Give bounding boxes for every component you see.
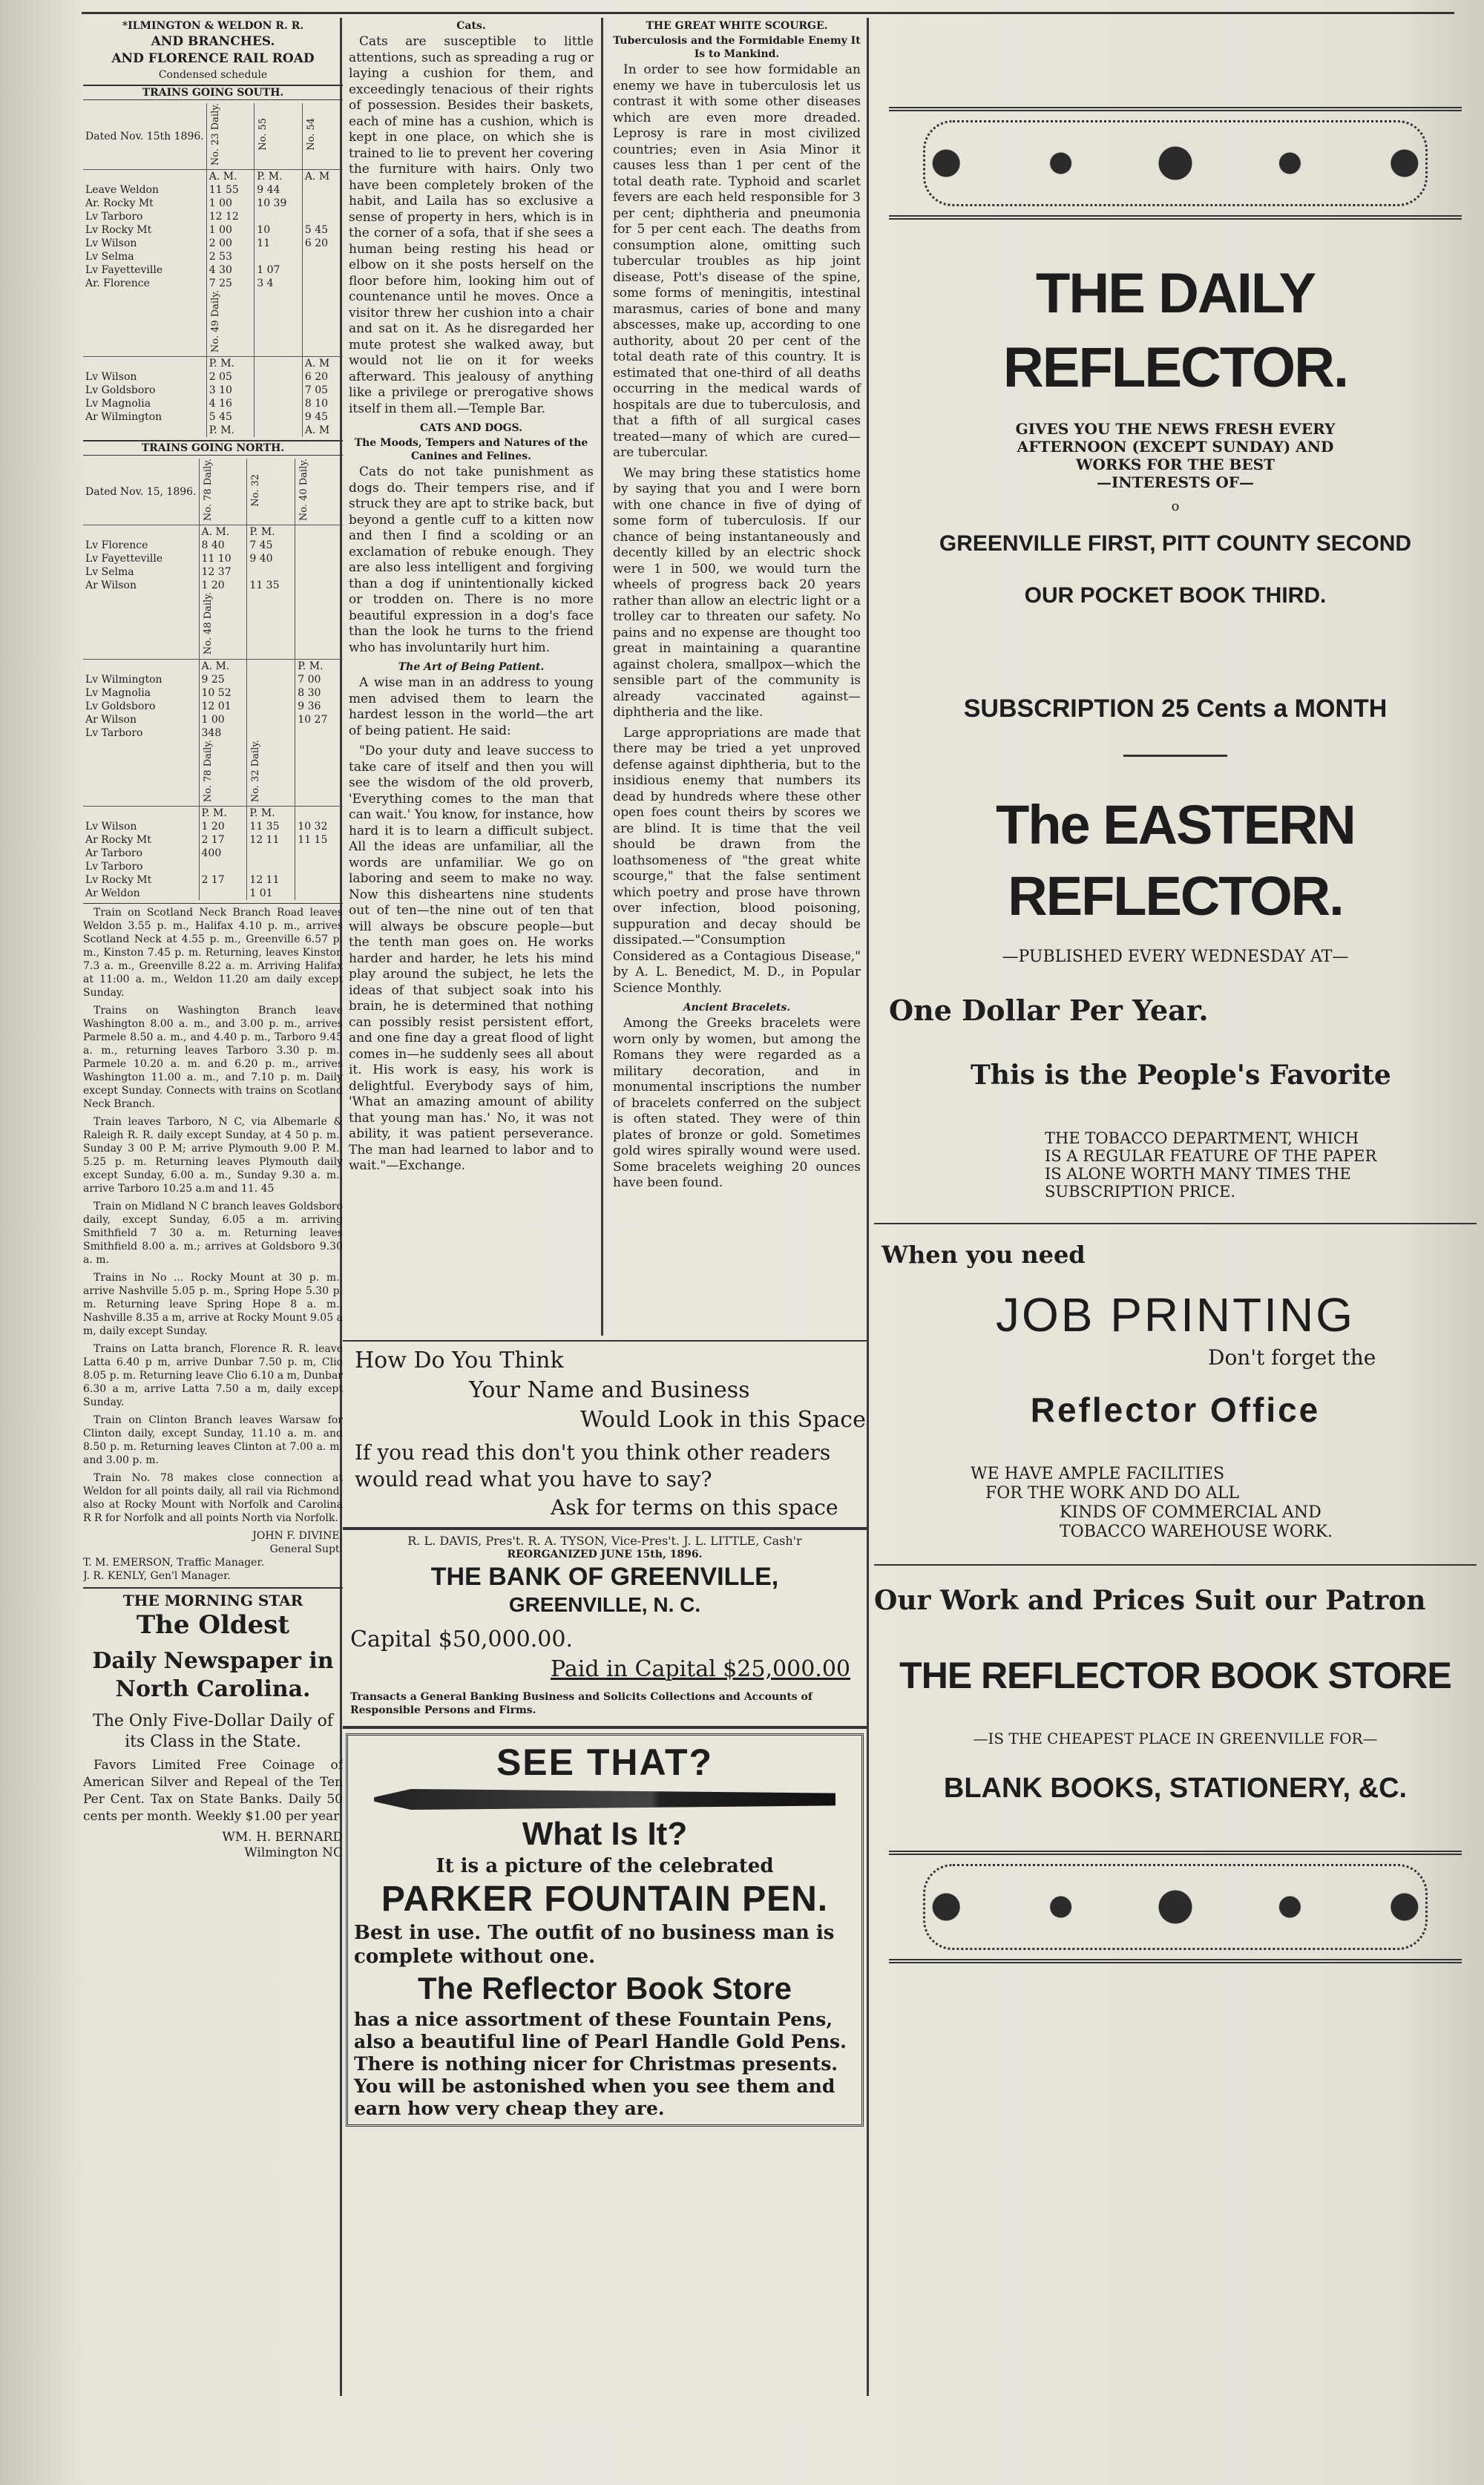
table-row: [83, 565, 343, 579]
table-row: [83, 250, 343, 263]
table-row: [83, 525, 343, 539]
table-cell: Lv Wilson: [85, 371, 137, 384]
bank-paid-capital: Paid in Capital $25,000.00: [551, 1656, 850, 1682]
table-cell: [83, 806, 199, 820]
table-cell: [247, 565, 295, 579]
ad-line: How Do You Think: [355, 1347, 564, 1373]
ad-block: [343, 1336, 867, 2426]
table-row: [83, 424, 343, 437]
table-cell: 12 11: [247, 833, 295, 847]
table-row: [83, 860, 343, 873]
star-line: The Only Five-Dollar Daily of: [93, 1711, 333, 1730]
ad-line: Ask for terms on this space: [551, 1495, 838, 1520]
ad-line: Would Look in this Space: [580, 1407, 866, 1433]
published-line: —PUBLISHED EVERY WEDNESDAY AT—: [1002, 948, 1349, 966]
col-header: No. 48 Daily.: [202, 592, 214, 655]
table-cell: [295, 539, 343, 552]
subscription: SUBSCRIPTION 25 Cents a MONTH: [963, 695, 1388, 723]
railroad-note: Train on Midland N C branch leaves Goldsboro daily, except Sunday, 6.05 a m. arriving Smithfield 7 30 a. m. Returning leaves Smithfield 8.00 a. m.; arrives at Goldsboro 9.30 a. m.: [83, 1200, 343, 1266]
table-cell: [247, 726, 295, 740]
table-cell: 1 01: [247, 887, 295, 900]
table-cell: 7 00: [295, 673, 343, 686]
star-body: Favors Limited Free Coinage of American Silver and Repeal of the Ten Per Cent. Tax on State Banks. Daily 50 cents per month. Weekly $1.00 per year: [83, 1757, 343, 1824]
north-heading: TRAINS GOING NORTH.: [83, 440, 343, 456]
table-cell: Lv Selma: [85, 251, 134, 263]
table-cell: [83, 170, 206, 184]
tobacco-line: IS ALONE WORTH MANY TIMES THE: [1045, 1165, 1351, 1183]
table-cell: [302, 277, 343, 290]
ad-line: If you read this don't you think other readers would read what you have to say?: [355, 1440, 831, 1491]
dated-cell: Dated Nov. 15th 1896.: [83, 103, 206, 170]
table-row: [83, 659, 343, 673]
table-cell: 1 20: [199, 579, 247, 592]
table-cell: 9 25: [199, 673, 247, 686]
table-cell: [295, 525, 343, 539]
schedule-label: Condensed schedule: [158, 69, 268, 81]
table-cell: 7 05: [302, 384, 343, 397]
table-row: [83, 539, 343, 552]
table-cell: [255, 370, 303, 384]
table-cell: A. M.: [199, 525, 247, 539]
table-cell: [83, 525, 199, 539]
col-header: No. 32 Daily.: [250, 739, 262, 802]
table-cell: Lv Fayetteville: [85, 264, 163, 277]
daily-reflector-title: THE DAILY REFLECTOR.: [1002, 262, 1348, 399]
when-line: When you need: [881, 1241, 1086, 1269]
favorite-line: This is the People's Favorite: [971, 1060, 1391, 1091]
table-cell: [295, 552, 343, 565]
table-cell: 8 40: [199, 539, 247, 552]
railroad-note: Trains on Latta branch, Florence R. R. leave Latta 6.40 p m, arrive Dunbar 7.50 p. m, Clio 8.05 p. m. Returning leave Clio 6.10 a m, Dunbar 6.30 a m, arrive Latta 7.50 a m, daily except Sunday.: [83, 1342, 343, 1408]
dogs-body: Cats do not take punishment as dogs do. Their tempers rise, and if struck they are apt to strike back, but beyond a gentle cuff to a kitten now and then I find a scolding or an exclamation of rebuke enough. They are also less intelligent and forgiving than a dog if unintentionally kicked or trodden on. There is no more beautiful expression in a dog's face than the look he turns to the friend who has involuntarily hurt him.: [349, 464, 594, 655]
gives-line: AFTERNOON (EXCEPT SUNDAY) AND: [1017, 438, 1334, 456]
railroad-note: Train leaves Tarboro, N C, via Albemarle & Raleigh R. R. daily except Sunday, at 4 50 p. m., Sunday 3 00 P. M; arrive Plymouth 9.00 P. M., 5.25 p. m. Returning leaves Plymouth daily except Sunday, 6.00 a. m., Sunday 9.30 a. m., arrive Tarboro 10.25 a.m and 11. 45: [83, 1115, 343, 1195]
signature: J. R. KENLY, Gen'l Manager.: [83, 1569, 231, 1582]
bracelets-body: Among the Greeks bracelets were worn only by women, but among the Romans they were regarded as a military decoration, and in monumental inscriptions the number of bracelets conferred on the subject is often stated. They were of thin plates of bronze or gold. Sometimes gold wires spirally wound were used. Some bracelets weighing 20 ounces have been found.: [613, 1016, 861, 1190]
table-cell: 9 45: [302, 410, 343, 424]
reflector-office: Reflector Office: [1030, 1391, 1321, 1429]
table-row: [83, 847, 343, 860]
star-headline: North Carolina.: [115, 1675, 311, 1702]
table-row: [83, 237, 343, 250]
table-cell: 5 45: [206, 410, 255, 424]
table-cell: [247, 713, 295, 726]
table-cell: 8 30: [295, 686, 343, 700]
table-row: [83, 820, 343, 833]
table-cell: [247, 700, 295, 713]
table-row: [83, 686, 343, 700]
col-header: No. 78 Daily.: [202, 739, 214, 802]
table-cell: [255, 357, 303, 371]
slogan: OUR POCKET BOOK THIRD.: [1024, 583, 1327, 608]
table-cell: 10: [255, 223, 303, 237]
table-cell: 4 30: [206, 263, 255, 277]
table-cell: Lv Wilmington: [85, 673, 162, 686]
table-cell: 7 45: [247, 539, 295, 552]
table-row: [83, 277, 343, 290]
col-header: No. 54: [305, 118, 317, 151]
ad-line: Your Name and Business: [469, 1377, 750, 1403]
table-cell: Ar. Florence: [85, 278, 150, 290]
table-cell: [199, 887, 247, 900]
top-rule: [82, 12, 1454, 14]
table-cell: 7 25: [206, 277, 255, 290]
bank-name: THE BANK OF GREENVILLE,: [430, 1563, 779, 1591]
table-row: [83, 357, 343, 371]
table-cell: 2 05: [206, 370, 255, 384]
scourge-body: In order to see how formidable an enemy we have in tuberculosis let us contrast it with some other diseases which are even more dreaded. Leprosy is rare in most civilized countries; even in Asia Minor it causes less than 1 per cent of the total death rate. Typhoid and scarlet fevers are each held responsible for 3 per cent; diphtheria and pneumonia for 5 per cent each. The deaths from consumption alone, omitting such tubercular troubles as hip joint disease, Pott's disease of the spine, some forms of meningitis, intestinal marasmus, caries of bone and many abscesses, make up, according to one authority, about 20 per cent of the total death rate of this country. It is estimated that one-third of all deaths occurring in the medical wards of hospitals are due to tuberculosis, and that a fifth of all surgical cases treated—many of which are cured—are tubercular.: [613, 62, 861, 460]
col-header: No. 23 Daily.: [209, 103, 221, 166]
book-store: THE REFLECTOR BOOK STORE: [899, 1655, 1451, 1696]
signature-title: General Supt.: [269, 1543, 343, 1555]
table-row: [83, 183, 343, 197]
patience-body: A wise man in an address to young men advised them to learn the hardest lesson in the world—the art of being patient. He said:: [349, 675, 594, 738]
facilities-line: WE HAVE AMPLE FACILITIES: [971, 1465, 1225, 1483]
table-row: [83, 833, 343, 847]
star-headline: The Oldest: [136, 1609, 290, 1640]
table-cell: Ar Wilmington: [85, 411, 162, 424]
star-signature: WM. H. BERNARD: [222, 1829, 343, 1845]
table-cell: P. M.: [295, 659, 343, 673]
signature: T. M. EMERSON, Traffic Manager.: [83, 1556, 265, 1569]
dont-forget: Don't forget the: [1208, 1345, 1376, 1370]
facilities-line: FOR THE WORK AND DO ALL: [985, 1484, 1239, 1503]
bank-reorganized: REORGANIZED JUNE 15th, 1896.: [507, 1549, 703, 1560]
table-cell: [302, 210, 343, 223]
table-row: [83, 384, 343, 397]
scourge-body: Large appropriations are made that there may be tried a yet unproved defense against diphtheria, but to the insidious enemy that numbers its dead by hundreds where these other open foes count theirs by scores we are blind. It is time that the veil should be drawn from the loathsomeness of "the great white scourge," that the false sentiment which poetry and prose have thrown over infection, blood poisoning, suppuration and decay should be dissipated.—"Consumption Considered as a Contagious Disease," by A. L. Benedict, M. D., in Popular Science Monthly.: [613, 725, 861, 996]
gives-line: GIVES YOU THE NEWS FRESH EVERY: [1015, 420, 1336, 438]
table-cell: Leave Weldon: [85, 184, 159, 197]
railroad-note: Trains in No ... Rocky Mount at 30 p. m., arrive Nashville 5.05 p. m., Spring Hope 5.30 p. m. Returning leave Spring Hope 8 a. m., Nashville 8.35 a m, arrive at Rocky Mount 9.05 a m, daily except Sunday.: [83, 1271, 343, 1337]
table-cell: 11 35: [247, 579, 295, 592]
table-cell: 9 44: [255, 183, 303, 197]
table-cell: [302, 263, 343, 277]
table-cell: 9 36: [295, 700, 343, 713]
table-cell: 348: [199, 726, 247, 740]
bank-capital: Capital $50,000.00.: [350, 1626, 574, 1652]
table-cell: 12 12: [206, 210, 255, 223]
table-cell: 10 27: [295, 713, 343, 726]
table-cell: 11 35: [247, 820, 295, 833]
pen-see: SEE THAT?: [496, 1742, 714, 1783]
bank-officers: R. L. DAVIS, Pres't. R. A. TYSON, Vice-Pres't. J. L. LITTLE, Cash'r: [407, 1534, 802, 1548]
cheapest-line: —IS THE CHEAPEST PLACE IN GREENVILLE FOR—: [973, 1730, 1378, 1747]
table-cell: 5 45: [302, 223, 343, 237]
table-cell: Lv Goldsboro: [85, 384, 156, 397]
table-cell: 3 10: [206, 384, 255, 397]
table-cell: P. M.: [199, 806, 247, 820]
table-cell: [295, 873, 343, 887]
table-cell: [247, 673, 295, 686]
table-cell: Lv Magnolia: [85, 686, 151, 699]
table-cell: 12 11: [247, 873, 295, 887]
table-cell: Lv Wilson: [85, 820, 137, 833]
star-line: its Class in the State.: [125, 1732, 301, 1751]
table-cell: P. M.: [247, 525, 295, 539]
eastern-reflector-title: The EASTERN REFLECTOR.: [996, 794, 1355, 927]
table-cell: 4 16: [206, 397, 255, 410]
table-cell: [247, 860, 295, 873]
table-cell: A. M: [302, 170, 343, 184]
bank-city: GREENVILLE, N. C.: [508, 1593, 701, 1616]
table-row: [83, 170, 343, 184]
col-header: No. 49 Daily.: [209, 290, 221, 353]
table-cell: 2 17: [199, 873, 247, 887]
patience-body: "Do your duty and leave success to take care of itself and then you will see the wisdom of the old proverb, 'Everything comes to the man that can wait.' You know, for instance, how hard it is to learn a difficult subject. All the ideas are unfamiliar, all the words are unfamiliar. We go on laboring and seem to make no way. Now this disheartens nine students out of ten—the nine out of ten that will always be obscure people—but the tenth man goes on. He works harder and harder, he lets his mind play around the subject, he lets the ideas of that subject soak into his brain, he is determined that nothing can possibly resist persistent effort, and one fine day a great flood of light comes in—he suddenly sees all about it. His work is easy, his work is delightful. Everybody says of him, 'What an amazing amount of ability that young man has.' No, it was not ability, it was patient perseverance. The man had learned to labor and to wait."—Exchange.: [349, 743, 594, 1173]
column-reflector: [874, 18, 1477, 2426]
table-cell: 10 39: [255, 197, 303, 210]
table-cell: [255, 397, 303, 410]
table-cell: Lv Tarboro: [85, 211, 143, 223]
table-cell: [255, 250, 303, 263]
patience-heading: The Art of Being Patient.: [398, 661, 545, 673]
table-row: [83, 197, 343, 210]
table-cell: Lv Tarboro: [85, 860, 143, 873]
table-cell: Lv Rocky Mt: [85, 224, 152, 237]
table-cell: 3 4: [255, 277, 303, 290]
table-row: [83, 713, 343, 726]
railroad-title: *ILMINGTON & WELDON R. R.: [122, 20, 304, 32]
table-cell: [247, 686, 295, 700]
railroad-sub: AND FLORENCE RAIL ROAD: [111, 51, 315, 66]
pen-name: PARKER FOUNTAIN PEN.: [381, 1880, 829, 1919]
table-cell: [302, 250, 343, 263]
pen-ad: [346, 1733, 864, 2127]
table-cell: 11 55: [206, 183, 255, 197]
column-rule: [867, 18, 869, 2396]
table-cell: 6 20: [302, 237, 343, 250]
table-cell: Ar. Rocky Mt: [85, 197, 154, 210]
tobacco-line: IS A REGULAR FEATURE OF THE PAPER: [1045, 1147, 1377, 1165]
table-row: [83, 726, 343, 740]
table-cell: 10 52: [199, 686, 247, 700]
pen-store: The Reflector Book Store: [417, 1971, 792, 2006]
column-railroad: [83, 18, 343, 2426]
table-cell: P. M.: [255, 170, 303, 184]
star-headline: Daily Newspaper in: [92, 1647, 334, 1674]
col-header: No. 55: [257, 118, 269, 151]
table-cell: Lv Rocky Mt: [85, 873, 152, 886]
table-cell: [295, 565, 343, 579]
dogs-subheading: The Moods, Tempers and Natures of the Canines and Felines.: [354, 437, 588, 462]
table-cell: 10 32: [295, 820, 343, 833]
railroad-note: Train No. 78 makes close connection at Weldon for all points daily, all rail via Richmond, also at Rocky Mount with Norfolk and Carolina R R for Norfolk and all points North via Norfolk.: [83, 1471, 343, 1524]
railroad-sub: AND BRANCHES.: [151, 34, 275, 49]
gives-line: —INTERESTS OF—: [1097, 473, 1254, 491]
table-cell: [83, 659, 199, 673]
pen-what: What Is It?: [522, 1816, 688, 1852]
fountain-pen-icon: [374, 1789, 835, 1810]
table-cell: Lv Magnolia: [85, 398, 151, 410]
tobacco-line: THE TOBACCO DEPARTMENT, WHICH: [1045, 1129, 1359, 1147]
railroad-note: Train on Clinton Branch leaves Warsaw for Clinton daily, except Sunday, 11.10 a. m. and 8.50 p. m. Returning leaves Clinton at 7.00 a. m. and 3.00 p. m.: [83, 1414, 343, 1466]
table-cell: Ar Wilson: [85, 713, 137, 726]
table-cell: [295, 860, 343, 873]
table-cell: [83, 357, 206, 371]
table-cell: 1 00: [199, 713, 247, 726]
table-cell: 11 15: [295, 833, 343, 847]
table-cell: [247, 659, 295, 673]
bank-note: Transacts a General Banking Business and Solicits Collections and Accounts of Responsible Persons and Firms.: [350, 1691, 812, 1716]
railroad-note: Trains on Washington Branch leave Washington 8.00 a. m., and 3.00 p. m., arrives Parmele 8.50 a. m., and 4.40 p. m., Tarboro 9.45 a. m., returning leaves Tarboro 3.30 p. m., Parmele 10.20 a. m. and 6.20 p. m., arrives Washington 11.00 a. m., and 7.10 p. m. Daily except Sunday. Connects with trains on Scotland Neck Branch.: [83, 1004, 343, 1110]
pen-body: has a nice assortment of these Fountain Pens, also a beautiful line of Pearl Handle Gold Pens. There is nothing nicer for Christmas presents. You will be astonished when you see them and earn how very cheap they are.: [354, 2009, 847, 2119]
pen-picture: It is a picture of the celebrated: [436, 1855, 774, 1877]
star-city: Wilmington NC: [244, 1845, 343, 1860]
table-cell: [255, 384, 303, 397]
column-scourge: [607, 18, 867, 1327]
south-heading: TRAINS GOING SOUTH.: [83, 85, 343, 100]
table-cell: Lv Goldsboro: [85, 700, 156, 712]
table-cell: Ar Wilson: [85, 580, 137, 592]
scourge-heading: THE GREAT WHITE SCOURGE.: [646, 20, 828, 32]
table-row: [83, 370, 343, 384]
pen-best: Best in use. The outfit of no business man is complete without one.: [354, 1922, 835, 1968]
bracelets-heading: Ancient Bracelets.: [683, 1002, 791, 1014]
table-cell: [255, 424, 303, 437]
table-row: [83, 700, 343, 713]
table-cell: [295, 847, 343, 860]
table-row: [83, 410, 343, 424]
table-cell: 1 07: [255, 263, 303, 277]
table-cell: 2 17: [199, 833, 247, 847]
table-row: [83, 673, 343, 686]
table-cell: [302, 197, 343, 210]
tobacco-line: SUBSCRIPTION PRICE.: [1045, 1183, 1236, 1201]
dogs-heading: CATS AND DOGS.: [419, 422, 523, 434]
table-cell: [199, 860, 247, 873]
cats-heading: Cats.: [456, 20, 486, 32]
table-row: [83, 397, 343, 410]
facilities-line: TOBACCO WAREHOUSE WORK.: [1060, 1523, 1333, 1541]
divider: [1123, 755, 1227, 757]
table-cell: 2 53: [206, 250, 255, 263]
railroad-notes: [83, 903, 343, 1525]
table-row: [83, 887, 343, 900]
suit-line: Our Work and Prices Suit our Patron: [874, 1585, 1426, 1616]
table-cell: A. M.: [199, 659, 247, 673]
table-cell: 12 01: [199, 700, 247, 713]
table-cell: 1 00: [206, 223, 255, 237]
scourge-subheading: Tuberculosis and the Formidable Enemy It Is to Mankind.: [613, 35, 861, 60]
table-cell: A. M: [302, 424, 343, 437]
table-cell: A. M.: [206, 170, 255, 184]
north-table: [83, 459, 343, 899]
table-cell: 11 10: [199, 552, 247, 565]
table-cell: Lv Selma: [85, 566, 134, 579]
table-cell: 8 10: [302, 397, 343, 410]
south-table: [83, 103, 343, 437]
ornament-top: [889, 107, 1462, 220]
table-cell: [255, 210, 303, 223]
star-title: THE MORNING STAR: [122, 1591, 303, 1609]
table-cell: 11: [255, 237, 303, 250]
table-row: [83, 579, 343, 592]
col-header: No. 78 Daily.: [202, 459, 214, 522]
table-cell: [295, 806, 343, 820]
table-cell: 12 37: [199, 565, 247, 579]
col-header: No. 40 Daily.: [298, 459, 310, 522]
table-cell: 400: [199, 847, 247, 860]
dated-cell: Dated Nov. 15, 1896.: [83, 459, 199, 525]
col-header: No. 32: [250, 473, 262, 507]
table-cell: 1 20: [199, 820, 247, 833]
cats-body: Cats are susceptible to little attentions, such as spreading a rug or laying a cushion for them, and exceedingly tenacious of their rights of possession. Besides their baskets, each of mine has a cushion, which is kept in one place, on which she is trained to lie to prevent her covering the furniture with hairs. Only two have been completely broken of the habit, and Laila has so exclusive a sense of property in hers, which is in the corner of a sofa, that if she sees a human being resting his head or elbow on it she posts herself on the floor before him, looking him out of countenance until he moves. Once a visitor threw her cushion into a chair and sat on it. As he disregarded her mute protest she walked away, but would not lie on it for weeks afterward. This jealousy of anything like a privilege or prerogative shows itself in them all.—Temple Bar.: [349, 34, 594, 416]
table-row: [83, 806, 343, 820]
dollar-line: One Dollar Per Year.: [889, 994, 1209, 1027]
blank-books: BLANK BOOKS, STATIONERY, &C.: [943, 1773, 1408, 1804]
table-cell: Lv Fayetteville: [85, 553, 163, 565]
table-cell: Lv Tarboro: [85, 726, 143, 739]
table-cell: P. M.: [206, 357, 255, 371]
table-row: [83, 263, 343, 277]
table-cell: P. M.: [247, 806, 295, 820]
table-cell: A. M: [302, 357, 343, 371]
table-cell: 6 20: [302, 370, 343, 384]
signature: JOHN F. DIVINE,: [252, 1529, 343, 1542]
table-cell: 1 00: [206, 197, 255, 210]
table-cell: 2 00: [206, 237, 255, 250]
table-cell: Lv Florence: [85, 539, 148, 552]
table-row: [83, 873, 343, 887]
table-cell: Ar Tarboro: [85, 847, 143, 859]
divider-mark: o: [1171, 499, 1180, 514]
table-row: [83, 210, 343, 223]
ornament-bottom: [889, 1851, 1462, 1963]
facilities-line: KINDS OF COMMERCIAL AND: [1060, 1503, 1322, 1522]
table-row: [83, 552, 343, 565]
table-cell: [83, 424, 206, 437]
slogan: GREENVILLE FIRST, PITT COUNTY SECOND: [939, 531, 1412, 556]
job-printing: JOB PRINTING: [995, 1288, 1356, 1342]
table-cell: [302, 183, 343, 197]
table-cell: Ar Weldon: [85, 887, 140, 899]
table-cell: [295, 887, 343, 900]
table-cell: [295, 579, 343, 592]
table-cell: Lv Wilson: [85, 237, 137, 250]
scourge-body: We may bring these statistics home by saying that you and I were born with one chance in five of dying of some form of tuberculosis. If our chance of being instantaneously and decently killed by an electric shock were 1 in 500, we would turn the wheels of progress back 20 years rather than allow an electric light or a trolley car to threaten our safety. No pains and no expense are thought too great in maintaining a quarantine against cholera, smallpox—which the sensible part of the community is already vaccinated against—diphtheria and the like.: [613, 465, 861, 720]
table-cell: [247, 847, 295, 860]
table-row: [83, 223, 343, 237]
table-cell: 9 40: [247, 552, 295, 565]
railroad-note: Train on Scotland Neck Branch Road leaves Weldon 3.55 p. m., Halifax 4.10 p. m., arrives Scotland Neck at 4.55 p. m., Greenville 6.57 p. m., Kinston 7.45 p. m. Returning, leaves Kinston 7.3 a. m., Greenville 8.22 a. m. Arriving Halifax at 11:00 a. m., Weldon 11.20 am daily except Sunday.: [83, 906, 343, 999]
table-cell: [255, 410, 303, 424]
gives-line: WORKS FOR THE BEST: [1076, 456, 1275, 473]
table-cell: Ar Rocky Mt: [85, 833, 151, 846]
table-cell: P. M.: [206, 424, 255, 437]
table-cell: [295, 726, 343, 740]
